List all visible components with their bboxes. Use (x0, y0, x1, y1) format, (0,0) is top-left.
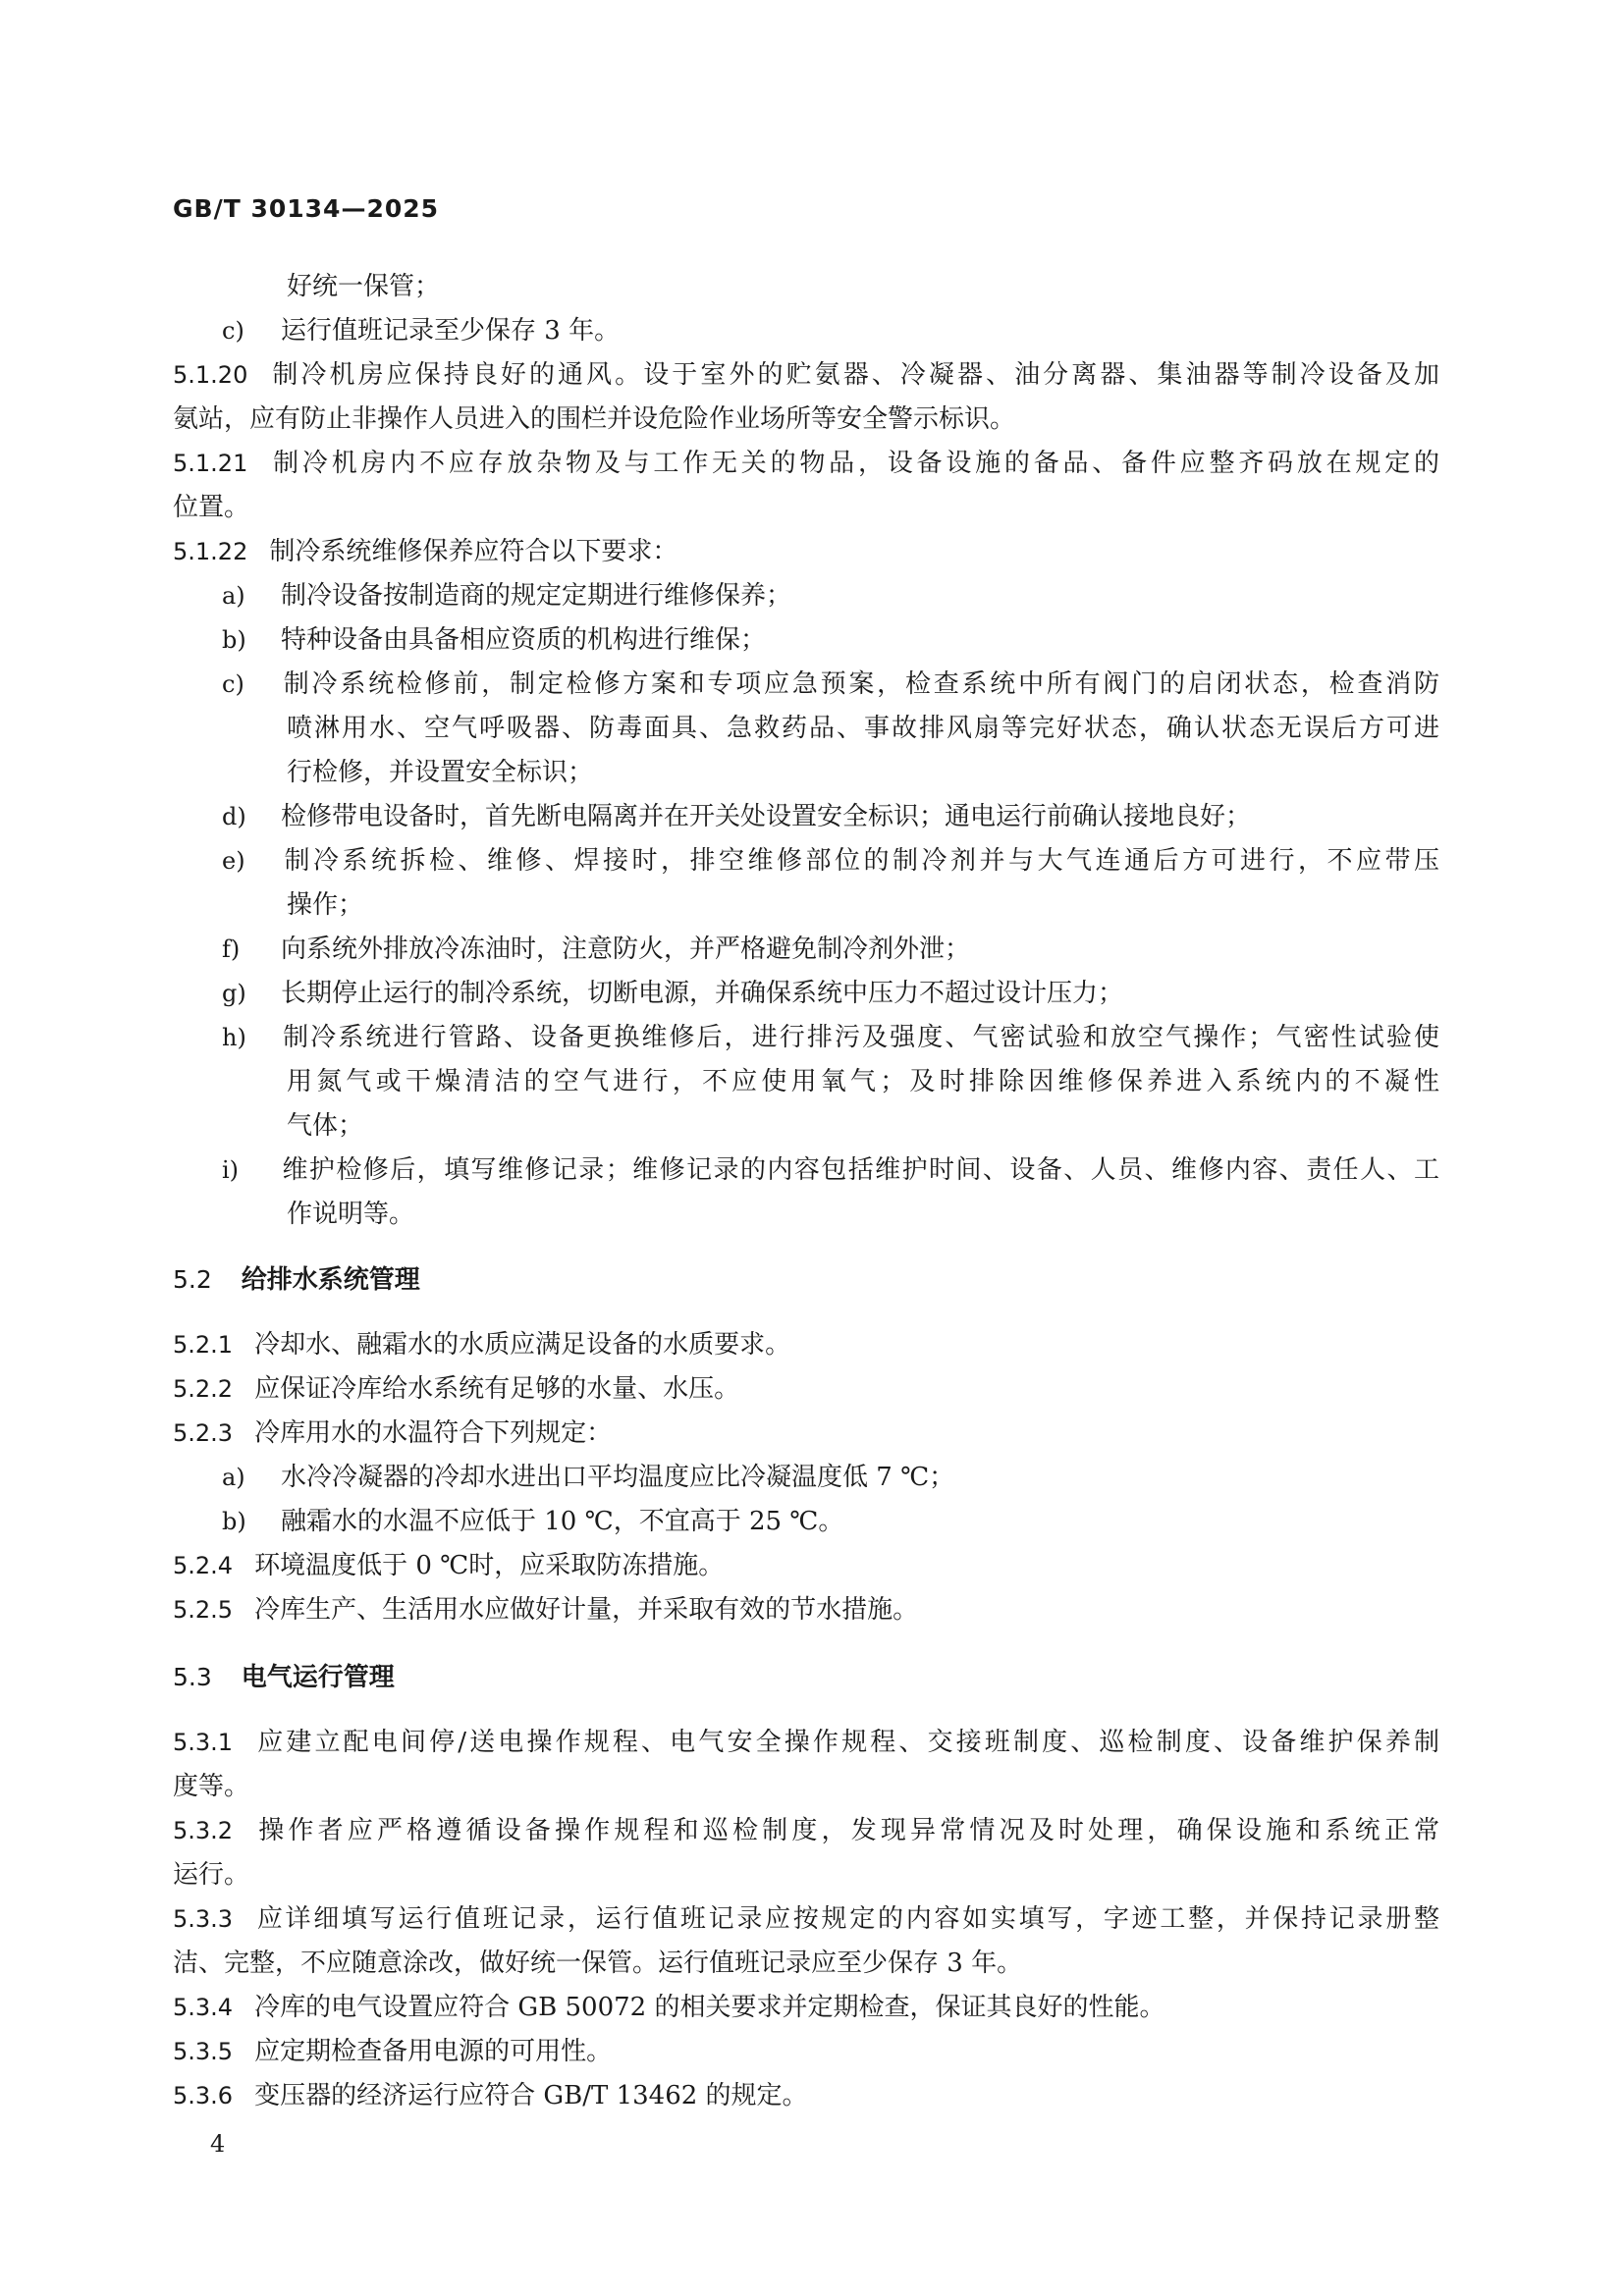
section-heading-5-3: 5.3 电气运行管理 (173, 1663, 395, 1692)
section-heading-5-2: 5.2 给排水系统管理 (173, 1265, 420, 1295)
text-line: 氨站，应有防止非操作人员进入的围栏并设危险作业场所等安全警示标识。 (173, 404, 1016, 434)
text-line: 好统一保管； (287, 272, 441, 301)
clause-5-3-6: 5.3.6 变压器的经济运行应符合 GB/T 13462 的规定。 (173, 2081, 808, 2110)
text-line: 喷淋用水、空气呼吸器、防毒面具、急救药品、事故排风扇等完好状态，确认状态无误后方可进 (287, 714, 1439, 743)
list-item: g) 长期停止运行的制冷系统，切断电源，并确保系统中压力不超过设计压力； (222, 979, 1124, 1008)
list-item: c) 运行值班记录至少保存 3 年。 (222, 316, 621, 346)
clause-5-2-3: 5.2.3 冷库用水的水温符合下列规定： (173, 1418, 613, 1448)
clause-5-3-1: 5.3.1 应建立配电间停/送电操作规程、电气安全操作规程、交接班制度、巡检制度、设备维护保养制 (173, 1728, 1439, 1757)
text-line: 行检修，并设置安全标识； (287, 758, 594, 787)
clause-5-1-22: 5.1.22 制冷系统维修保养应符合以下要求： (173, 537, 678, 566)
clause-5-1-20: 5.1.20 制冷机房应保持良好的通风。设于室外的贮氨器、冷凝器、油分离器、集油器等制冷设备及加 (173, 360, 1439, 390)
clause-5-2-2: 5.2.2 应保证冷库给水系统有足够的水量、水压。 (173, 1374, 740, 1404)
clause-5-2-5: 5.2.5 冷库生产、生活用水应做好计量，并采取有效的节水措施。 (173, 1595, 919, 1625)
clause-5-1-21: 5.1.21 制冷机房内不应存放杂物及与工作无关的物品，设备设施的备品、备件应整齐码放在规定的 (173, 449, 1439, 478)
clause-5-3-5: 5.3.5 应定期检查备用电源的可用性。 (173, 2037, 613, 2066)
text-line: 位置。 (173, 493, 250, 522)
list-item: a) 水冷冷凝器的冷却水进出口平均温度应比冷凝温度低 7 ℃； (222, 1463, 955, 1492)
text-line: 作说明等。 (287, 1200, 415, 1229)
clause-5-2-4: 5.2.4 环境温度低于 0 ℃时，应采取防冻措施。 (173, 1551, 725, 1580)
text-line: 洁、完整，不应随意涂改，做好统一保管。运行值班记录应至少保存 3 年。 (173, 1949, 1023, 1978)
list-item: b) 融霜水的水温不应低于 10 ℃，不宜高于 25 ℃。 (222, 1507, 844, 1536)
page-number: 4 (210, 2130, 226, 2158)
list-item: f) 向系统外排放冷冻油时，注意防火，并严格避免制冷剂外泄； (222, 934, 971, 964)
text-line: 操作； (287, 890, 364, 920)
text-line: 度等。 (173, 1772, 250, 1801)
list-item: b) 特种设备由具备相应资质的机构进行维保； (222, 625, 767, 655)
text-line: 气体； (287, 1111, 364, 1141)
text-line: 用氮气或干燥清洁的空气进行，不应使用氧气；及时排除因维修保养进入系统内的不凝性 (287, 1067, 1439, 1096)
clause-5-3-4: 5.3.4 冷库的电气设置应符合 GB 50072 的相关要求并定期检查，保证其良好的性能。 (173, 1993, 1165, 2022)
clause-5-3-3: 5.3.3 应详细填写运行值班记录，运行值班记录应按规定的内容如实填写，字迹工整，并保持记录册整 (173, 1904, 1439, 1934)
list-item: a) 制冷设备按制造商的规定定期进行维修保养； (222, 581, 792, 611)
clause-5-3-2: 5.3.2 操作者应严格遵循设备操作规程和巡检制度，发现异常情况及时处理，确保设施和系统正常 (173, 1816, 1439, 1845)
list-item: i) 维护检修后，填写维修记录；维修记录的内容包括维护时间、设备、人员、维修内容、责任人、工 (222, 1155, 1439, 1185)
clause-5-2-1: 5.2.1 冷却水、融霜水的水质应满足设备的水质要求。 (173, 1330, 791, 1360)
list-item: c) 制冷系统检修前，制定检修方案和专项应急预案，检查系统中所有阀门的启闭状态，检查消防 (222, 669, 1439, 699)
list-item: e) 制冷系统拆检、维修、焊接时，排空维修部位的制冷剂并与大气连通后方可进行，不应带压 (222, 846, 1439, 876)
list-item: h) 制冷系统进行管路、设备更换维修后，进行排污及强度、气密试验和放空气操作；气密性试验使 (222, 1023, 1439, 1052)
list-item: d) 检修带电设备时，首先断电隔离并在开关处设置安全标识；通电运行前确认接地良好； (222, 802, 1252, 831)
text-line: 运行。 (173, 1860, 250, 1890)
document-code-header: GB/T 30134—2025 (173, 194, 440, 223)
